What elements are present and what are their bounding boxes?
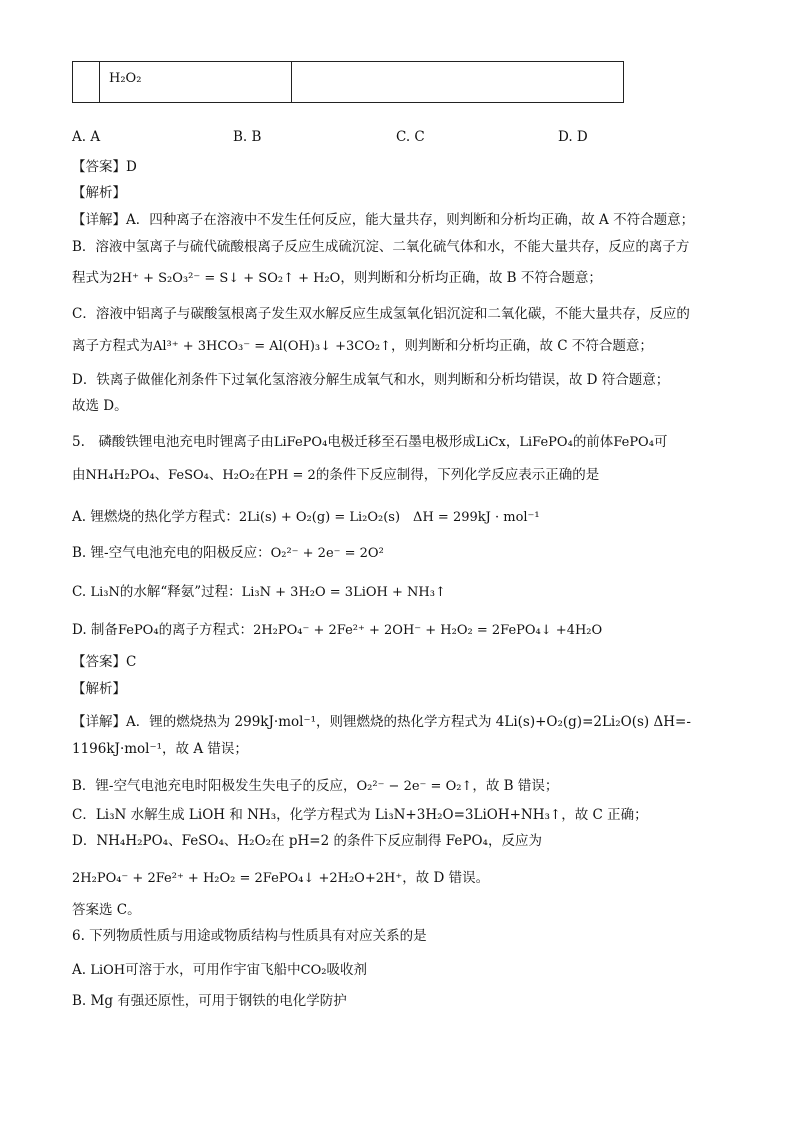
q6-formula-lioh: LiOH — [90, 963, 126, 978]
q5-stem-text: ， — [505, 434, 520, 450]
q5-option-d-label: 的离子方程式： — [158, 622, 254, 638]
q4-option-a: A. A — [72, 129, 101, 145]
table-cell-index — [73, 62, 100, 102]
q5-option-b — [72, 541, 384, 561]
q5-stem-text: 5. 磷酸铁锂电池充电时锂离子由 — [72, 434, 274, 450]
q6-stem: 6. 下列物质性质与用途或物质结构与性质具有对应关系的是 — [72, 928, 427, 944]
q5-stem-text: 在 — [254, 467, 269, 483]
q4-detail-b-line1: B．溶液中氢离子与硫代硫酸根离子反应生成硫沉淀、二氧化硫气体和水，不能大量共存，反应的离子方 — [72, 239, 690, 255]
q5-option-c — [72, 580, 446, 600]
q5-detail-a-line2: 1196kJ·mol⁻¹，故 A 错误； — [72, 741, 248, 757]
q4-detail-a: 【详解】A．四种离子在溶液中不发生任何反应，能大量共存，则判断和分析均正确，故 A 不符合题意； — [72, 212, 695, 228]
q5-detail-c: C．Li₃N 水解生成 LiOH 和 NH₃，化学方程式为 Li₃N+3H₂O=3LiOH+NH₃↑，故 C 正确； — [72, 807, 648, 823]
q5-stem-text: 电极迁移至石墨电极形成 — [327, 434, 476, 450]
q5-formula-nh4h2po4: NH₄H₂PO₄ — [85, 468, 155, 483]
q5-formula-feso4: FeSO₄ — [168, 468, 209, 483]
q6-option-a-label: A. — [72, 962, 87, 978]
q4-detail-c-line1: C．溶液中铝离子与碳酸氢根离子发生双水解反应生成氢氧化铝沉淀和二氧化碳，不能大量共存，反应的 — [72, 306, 690, 322]
q5-stem-line2 — [72, 463, 599, 483]
table-cell-formula: H₂O₂ — [109, 71, 142, 86]
q5-stem-text: 由 — [72, 467, 86, 483]
q5-stem-text: 的条件下反应制得，下列化学反应表示正确的是 — [315, 467, 600, 483]
q5-detail-b-suffix: ，故 B 错误； — [472, 778, 559, 794]
q4-option-c: C. C — [396, 129, 425, 145]
q4-analysis-heading: 【解析】 — [72, 185, 126, 201]
q5-detail-b-equation: O₂²⁻ − 2e⁻ = O₂↑ — [356, 779, 473, 794]
q5-stem-text: 的前体 — [572, 434, 614, 450]
q4-detail-c-prefix: 离子方程式为 — [72, 338, 153, 354]
q6-option-a — [72, 958, 367, 978]
q5-formula-li3n: Li₃N — [90, 585, 120, 600]
q5-option-c-label: 的水解“释氨”过程： — [119, 584, 242, 600]
q4-detail-c-equation: Al³⁺ + 3HCO₃⁻ = Al(OH)₃↓ +3CO₂↑ — [153, 339, 392, 354]
q5-formula-lifepo4: LiFePO₄ — [273, 435, 328, 450]
q4-detail-b-prefix: 程式为 — [72, 270, 113, 286]
q5-option-d-equation: 2H₂PO₄⁻ + 2Fe²⁺ + 2OH⁻ + H₂O₂ = 2FePO₄↓ +4H₂O — [253, 623, 603, 638]
q5-option-b-label: B. 锂-空气电池充电的阳极反应： — [72, 545, 271, 561]
q4-option-b: B. B — [233, 129, 262, 145]
q5-detail-b — [72, 774, 558, 794]
q5-detail-b-prefix: B．锂-空气电池充电时阳极发生失电子的反应， — [72, 778, 357, 794]
q5-detail-d-line2 — [72, 866, 489, 886]
q5-formula-fepo4: FePO₄ — [613, 435, 654, 450]
q5-detail-d-suffix: ，故 D 错误。 — [402, 870, 490, 886]
q5-option-c-equation: Li₃N + 3H₂O = 3LiOH + NH₃↑ — [241, 585, 446, 600]
q5-stem-text: 可 — [653, 434, 668, 450]
q5-formula-ph: PH = 2 — [268, 468, 316, 483]
q4-detail-d: D．铁离子做催化剂条件下过氧化氢溶液分解生成氧气和水，则判断和分析均错误，故 D 符合题意； — [72, 372, 670, 388]
q5-formula-lifepo4: LiFePO₄ — [519, 435, 573, 450]
q5-conclusion: 答案选 C。 — [72, 902, 141, 918]
q5-stem-line1 — [72, 430, 667, 450]
q6-formula-co2: CO₂ — [300, 963, 327, 978]
q4-detail-c-suffix: ，则判断和分析均正确，故 C 不符合题意； — [391, 338, 653, 354]
q5-option-d — [72, 618, 602, 638]
q6-option-b: B. Mg 有强还原性，可用于钢铁的电化学防护 — [72, 993, 347, 1009]
q5-formula-licx: LiCx — [475, 435, 506, 450]
q5-stem-text: 、 — [154, 467, 169, 483]
q5-formula-fepo4: FePO₄ — [117, 623, 159, 638]
q4-detail-b-equation: 2H⁺ + S₂O₃²⁻ = S↓ + SO₂↑ + H₂O — [112, 271, 341, 286]
q4-detail-c-line2 — [72, 334, 653, 354]
q6-option-a-text: 吸收剂 — [326, 962, 367, 978]
q5-option-a — [72, 505, 540, 525]
q5-formula-h2o2: H₂O₂ — [222, 468, 255, 483]
q4-answer: 【答案】D — [72, 159, 137, 175]
q4-detail-b-line2 — [72, 266, 602, 286]
q5-option-b-equation: O₂²⁻ + 2e⁻ = 2O² — [270, 546, 384, 561]
q5-detail-d-equation: 2H₂PO₄⁻ + 2Fe²⁺ + H₂O₂ = 2FePO₄↓ +2H₂O+2H⁺ — [72, 871, 403, 886]
q5-option-c-label: C. — [72, 584, 87, 600]
q5-option-a-equation: 2Li(s) + O₂(g) = Li₂O₂(s) ΔH = 299kJ · mol⁻¹ — [238, 510, 540, 525]
table-fragment — [72, 61, 624, 103]
q4-conclusion: 故选 D。 — [72, 398, 128, 414]
q4-option-d: D. D — [558, 129, 588, 145]
q5-option-d-label: D. 制备 — [72, 622, 118, 638]
q5-detail-a-line1: 【详解】A．锂的燃烧热为 299kJ·mol⁻¹，则锂燃烧的热化学方程式为 4Li(s)+O₂(g)=2Li₂O(s) ΔH=- — [72, 714, 691, 730]
q6-option-a-text: 可溶于水，可用作宇宙飞船中 — [125, 962, 301, 978]
q4-detail-b-suffix: ，则判断和分析均正确，故 B 不符合题意； — [340, 270, 602, 286]
q5-analysis-heading: 【解析】 — [72, 681, 126, 697]
q5-detail-d-line1: D．NH₄H₂PO₄、FeSO₄、H₂O₂在 pH=2 的条件下反应制得 FePO₄，反应为 — [72, 833, 542, 849]
q5-stem-text: 、 — [208, 467, 223, 483]
q5-option-a-label: A. 锂燃烧的热化学方程式： — [72, 509, 239, 525]
q5-answer: 【答案】C — [72, 654, 137, 670]
table-divider — [291, 62, 292, 102]
